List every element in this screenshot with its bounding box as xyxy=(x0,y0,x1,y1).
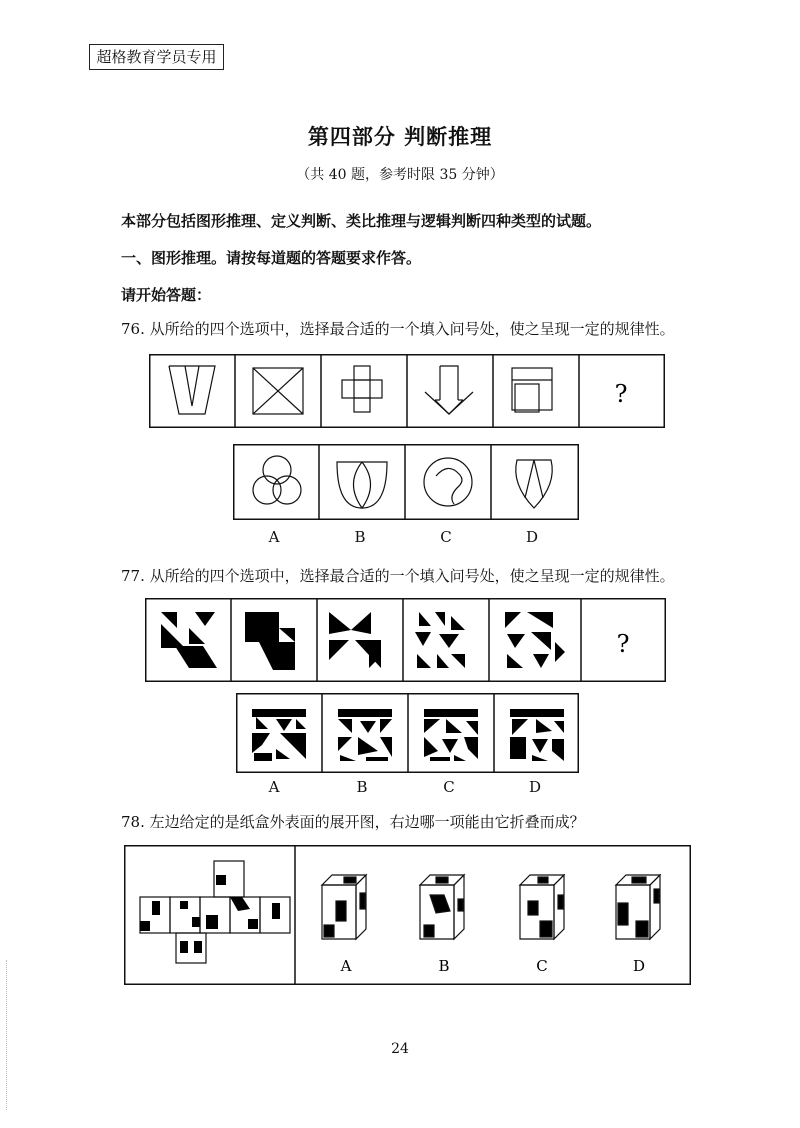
q77-option-label-c[interactable]: C xyxy=(443,778,455,796)
q78-option-c-cube xyxy=(520,875,564,939)
question-78-figure xyxy=(124,845,691,985)
question-76-options xyxy=(233,444,579,520)
question-76-option-labels xyxy=(0,528,800,548)
section-title: 第四部分 判断推理 xyxy=(307,124,493,149)
part-heading: 一、图形推理。请按每道题的答题要求作答。 xyxy=(121,249,422,267)
q76-option-label-a[interactable]: A xyxy=(268,528,280,546)
q77-option-a-figure xyxy=(252,709,306,761)
scan-edge-artifact xyxy=(6,960,10,1110)
q78-option-d-cube xyxy=(616,875,660,939)
q78-option-label-d[interactable]: D xyxy=(632,957,646,975)
q77-figure-2 xyxy=(245,612,295,670)
q76-option-a-figure xyxy=(253,456,301,504)
question-77-option-labels xyxy=(0,778,800,798)
q77-option-c-figure xyxy=(424,709,478,761)
question-76-sequence xyxy=(149,354,665,428)
q77-option-b-figure xyxy=(338,709,392,761)
q76-figure-2 xyxy=(253,368,303,414)
q76-option-label-b[interactable]: B xyxy=(354,528,366,546)
q77-figure-1 xyxy=(161,612,217,668)
question-76-text: 76. 从所给的四个选项中，选择最合适的一个填入问号处，使之呈现一定的规律性。 xyxy=(121,320,675,338)
q77-option-label-b[interactable]: B xyxy=(356,778,368,796)
q78-option-label-c[interactable]: C xyxy=(536,957,548,975)
section-intro: 本部分包括图形推理、定义判断、类比推理与逻辑判断四种类型的试题。 xyxy=(121,212,602,230)
q76-option-c-figure xyxy=(424,458,472,506)
q76-figure-1 xyxy=(169,366,215,414)
q77-option-d-figure xyxy=(510,709,564,761)
q77-option-label-a[interactable]: A xyxy=(268,778,280,796)
q76-option-d-figure xyxy=(516,460,552,508)
q77-figure-5 xyxy=(505,612,565,668)
q78-option-label-b[interactable]: B xyxy=(438,957,450,975)
q76-option-b-figure xyxy=(337,462,387,508)
question-77-text: 77. 从所给的四个选项中，选择最合适的一个填入问号处，使之呈现一定的规律性。 xyxy=(121,567,675,585)
q78-cube-net-marks xyxy=(140,875,280,953)
start-prompt: 请开始答题： xyxy=(121,286,212,304)
q76-figure-4 xyxy=(425,366,473,414)
question-78-text: 78. 左边给定的是纸盒外表面的展开图，右边哪一项能由它折叠而成？ xyxy=(121,813,585,831)
question-77-sequence xyxy=(145,598,666,682)
q77-option-label-d[interactable]: D xyxy=(528,778,542,796)
q77-figure-4 xyxy=(415,612,465,668)
exclusive-use-stamp: 超格教育学员专用 xyxy=(89,44,224,70)
q76-question-mark: ? xyxy=(614,380,628,408)
q78-option-a-cube xyxy=(322,875,366,939)
q76-option-label-c[interactable]: C xyxy=(440,528,452,546)
q78-option-b-cube xyxy=(420,875,464,939)
section-subtitle: （共 40 题，参考时限 35 分钟） xyxy=(296,167,504,183)
question-77-options xyxy=(236,693,579,773)
q78-cube-net xyxy=(140,861,290,963)
q78-option-label-a[interactable]: A xyxy=(340,957,352,975)
q76-figure-3 xyxy=(342,366,382,412)
q76-figure-5 xyxy=(512,368,552,412)
q77-question-mark: ? xyxy=(616,630,630,658)
page-number: 24 xyxy=(391,1041,409,1057)
q76-option-label-d[interactable]: D xyxy=(525,528,539,546)
q77-figure-3 xyxy=(329,612,381,668)
